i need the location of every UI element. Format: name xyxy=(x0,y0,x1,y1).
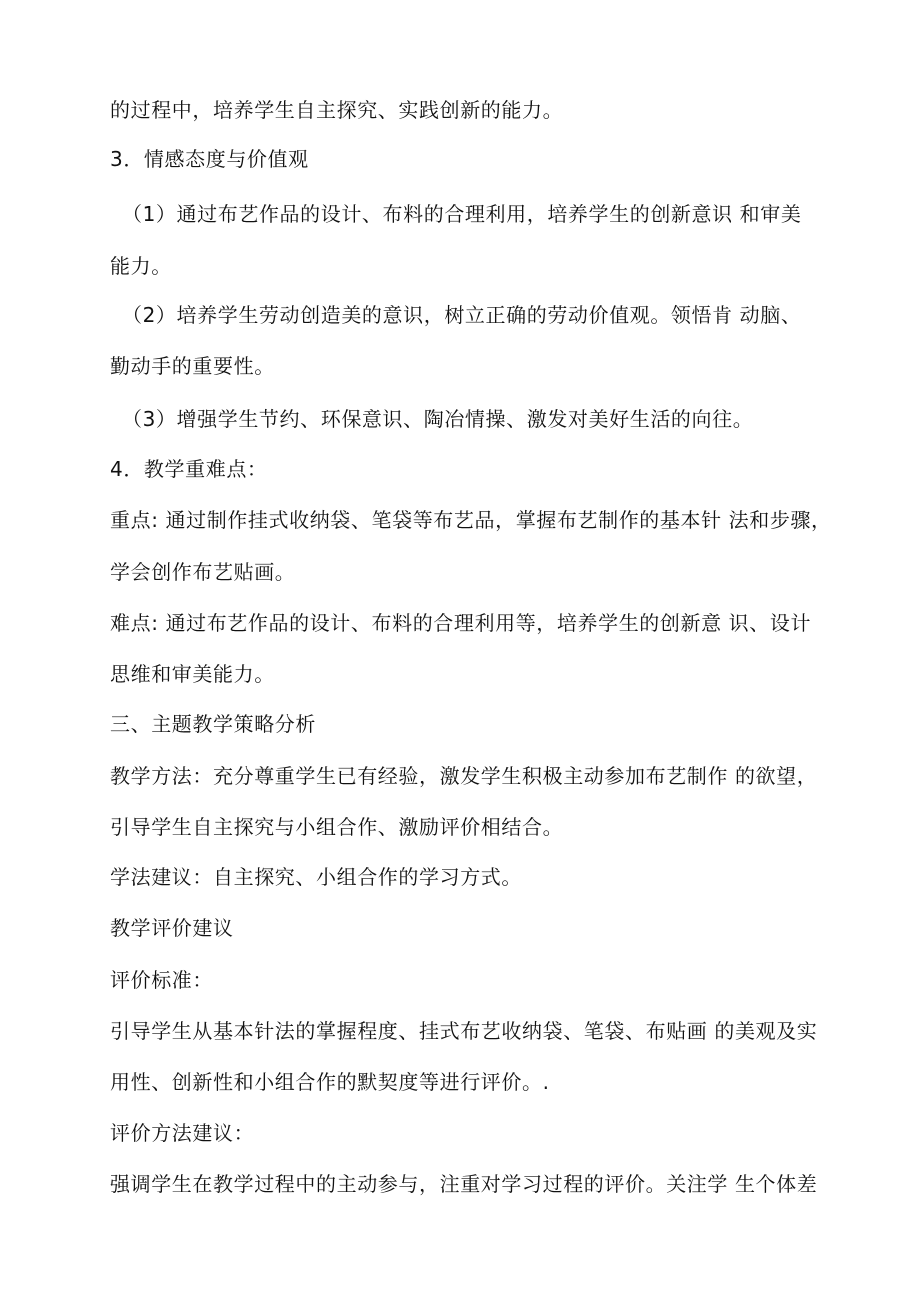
subheading-criteria: 评价标准： xyxy=(110,968,213,992)
body-text-line: 学法建议：自主探究、小组合作的学习方式。 xyxy=(110,865,522,889)
body-text-line: （3）增强学生节约、环保意识、陶冶情操、激发对美好生活的向往。 xyxy=(122,407,754,431)
body-text-line: 能力。 xyxy=(110,254,172,278)
body-text-line: 强调学生在教学过程中的主动参与，注重对学习过程的评价。关注学 生个体差 xyxy=(110,1172,818,1196)
section-heading-key-points: 4．教学重难点： xyxy=(110,457,268,481)
body-text-line: 难点: 通过布艺作品的设计、布料的合理利用等，培养学生的创新意 识、设计 xyxy=(110,611,812,635)
body-text-line: 学会创作布艺贴画。 xyxy=(110,560,296,584)
body-text-line: （1）通过布艺作品的设计、布料的合理利用，培养学生的创新意识 和审美 xyxy=(122,202,802,226)
section-heading-strategy: 三、主题教学策略分析 xyxy=(110,712,316,736)
body-text-line: （2）培养学生劳动创造美的意识，树立正确的劳动价值观。领悟肯 动脑、 xyxy=(122,303,802,327)
body-text-line: 引导学生自主探究与小组合作、激励评价相结合。 xyxy=(110,815,564,839)
subheading-method: 评价方法建议： xyxy=(110,1121,255,1145)
body-text-line: 教学方法：充分尊重学生已有经验，激发学生积极主动参加布艺制作 的欲望， xyxy=(110,764,818,788)
section-heading-evaluation: 教学评价建议 xyxy=(110,916,234,940)
body-text-line: 勤动手的重要性。 xyxy=(110,354,275,378)
body-text-line: 的过程中，培养学生自主探究、实践创新的能力。 xyxy=(110,98,564,122)
body-text-line: 思维和审美能力。 xyxy=(110,662,275,686)
body-text-line: 引导学生从基本针法的掌握程度、挂式布艺收纳袋、笔袋、布贴画 的美观及实 xyxy=(110,1019,818,1043)
body-text-line: 重点: 通过制作挂式收纳袋、笔袋等布艺品，掌握布艺制作的基本针 法和步骤， xyxy=(110,508,832,532)
section-heading-emotion-values: 3．情感态度与价值观 xyxy=(110,147,309,171)
body-text-line: 用性、创新性和小组合作的默契度等进行评价。. xyxy=(110,1070,550,1094)
